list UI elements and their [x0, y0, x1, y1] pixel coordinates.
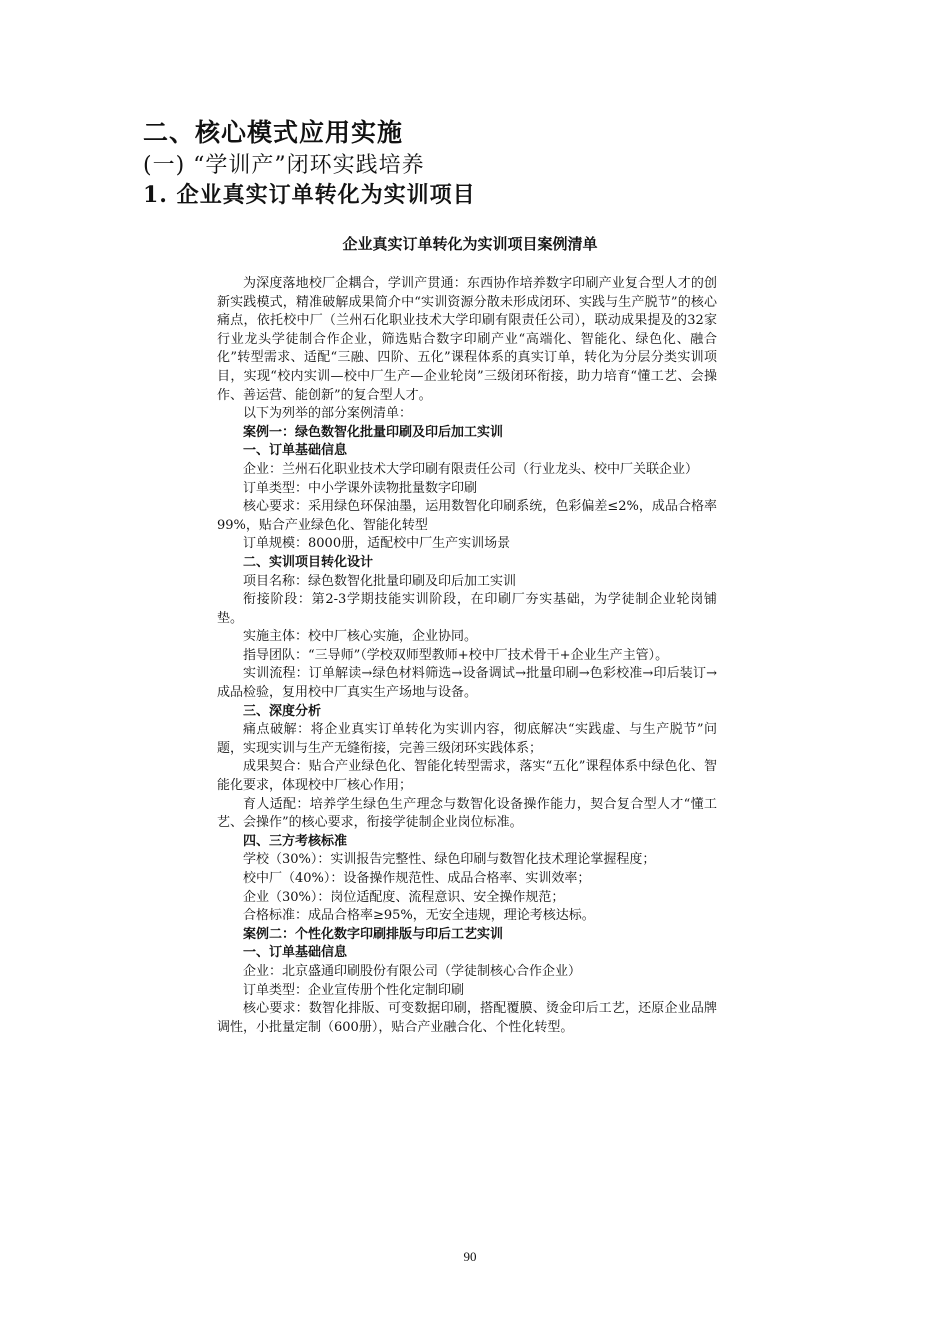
case1-subject: 实施主体：校中厂核心实施，企业协同。 — [243, 629, 478, 645]
case1-company: 企业：兰州石化职业技术大学印刷有限责任公司（行业龙头、校中厂关联企业） — [243, 461, 699, 477]
case2-title: 案例二：个性化数字印刷排版与印后工艺实训 — [243, 926, 504, 942]
case1-order-scale: 订单规模：8000册，适配校中厂生产实训场景 — [243, 536, 511, 552]
document-title: 企业真实订单转化为实训项目案例清单 — [342, 235, 598, 253]
case1-pain-point: 痛点破解：将企业真实订单转化为实训内容，彻底解决“实践虚、与生产脱节”问题，实现实训与生产无缝衔接，完善三级闭环实践体系； — [217, 722, 717, 756]
case1-team: 指导团队：“三导师”（学校双师型教师+校中厂技术骨干+企业生产主管）。 — [243, 647, 669, 663]
page-number: 90 — [463, 1249, 477, 1264]
case1-section4-heading: 四、三方考核标准 — [243, 833, 348, 849]
case1-section2-heading: 二、实训项目转化设计 — [243, 554, 374, 570]
list-intro: 以下为列举的部分案例清单： — [243, 406, 413, 422]
case1-factory-assessment: 校中厂（40%）：设备操作规范性、成品合格率、实训效率； — [243, 871, 591, 886]
case1-core-requirements: 核心要求：采用绿色环保油墨，运用数智化印刷系统，色彩偏差≤2%，成品合格率99%，贴合产业绿色化、智能化转型 — [217, 499, 717, 533]
case1-school-assessment: 学校（30%）：实训报告完整性、绿色印刷与数智化技术理论掌握程度； — [243, 852, 656, 868]
intro-paragraph: 为深度落地校厂企耦合，学训产贯通：东西协作培养数字印刷产业复合型人才的创新实践模式，精准破解成果简介中“实训资源分散未形成闭环、实践与生产脱节”的核心痛点，依托校中厂（兰州石化职业技术大学印刷有限责任公司），联动成果提及的32家行业龙头学徒制合作企业，筛选贴合数字印刷产业“高端化、智能化、绿色化、融合化”转型需求、适配“三融、四阶、五化”课程体系的真实订单，转化为分层分类实训项目，实现“校内实训—校中厂生产—企业轮岗”三级闭环衔接，助力培育“懂工艺、会操作、善运营、能创新”的复合型人才。 — [217, 276, 717, 403]
case2-section1-heading: 一、订单基础信息 — [243, 945, 348, 961]
subsection-heading: 1. 企业真实订单转化为实训项目 — [143, 182, 476, 208]
case1-education: 育人适配：培养学生绿色生产理念与数智化设备操作能力，契合复合型人才“懂工艺、会操作”的核心要求，衔接学徒制企业岗位标准。 — [217, 796, 717, 831]
case2-order-type: 订单类型：企业宣传册个性化定制印刷 — [243, 982, 465, 998]
case1-flow: 实训流程：订单解读→绿色材料筛选→设备调试→批量印刷→色彩校准→印后装订→成品检验，复用校中厂真实生产场地与设备。 — [217, 666, 717, 701]
case2-core-requirements: 核心要求：数智化排版、可变数据印刷，搭配覆膜、烫金印后工艺，还原企业品牌调性，小批量定制（600册），贴合产业融合化、个性化转型。 — [217, 1001, 717, 1035]
case1-project-name: 项目名称：绿色数智化批量印刷及印后加工实训 — [243, 573, 517, 589]
case1-order-type: 订单类型：中小学课外读物批量数字印刷 — [243, 480, 478, 496]
case1-stage: 衔接阶段：第2-3学期技能实训阶段，在印刷厂夯实基础，为学徒制企业轮岗铺垫。 — [217, 592, 717, 626]
case1-fit: 成果契合：贴合产业绿色化、智能化转型需求，落实“五化”课程体系中绿色化、智能化要求，体现校中厂核心作用； — [217, 759, 717, 794]
section-heading: (一) “学训产”闭环实践培养 — [143, 153, 425, 178]
case1-enterprise-assessment: 企业（30%）：岗位适配度、流程意识、安全操作规范； — [243, 889, 565, 905]
case2-company: 企业：北京盛通印刷股份有限公司（学徒制核心合作企业） — [243, 963, 582, 979]
case1-pass-standard: 合格标准：成品合格率≥95%，无安全违规，理论考核达标。 — [243, 908, 595, 924]
case1-section3-heading: 三、深度分析 — [243, 703, 322, 719]
chapter-heading: 二、核心模式应用实施 — [143, 118, 404, 147]
case1-title: 案例一：绿色数智化批量印刷及印后加工实训 — [243, 424, 504, 440]
case1-section1-heading: 一、订单基础信息 — [243, 443, 348, 459]
document-body — [217, 275, 717, 1037]
